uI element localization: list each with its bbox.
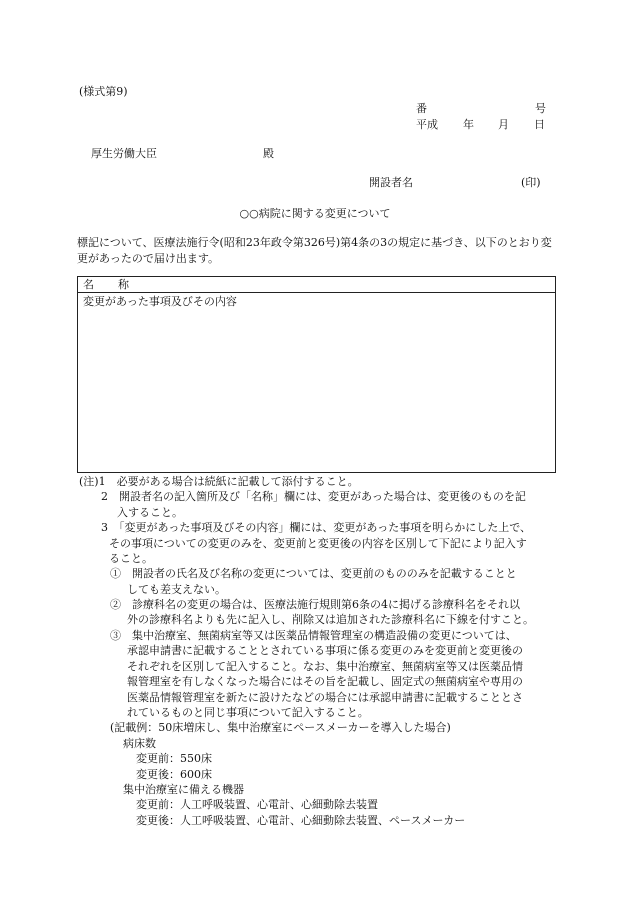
day-label: 日: [534, 118, 545, 131]
month-label: 月: [498, 118, 509, 131]
note-line: 2 開設者名の記入箇所及び「名称」欄には、変更があった場合は、変更後のものを記: [101, 490, 526, 503]
note-line: 外の診療科名よりも先に記入し、削除又は追加された診療科名に下線を付すこと。: [127, 613, 534, 626]
year-label: 年: [463, 118, 474, 131]
change-label: 変更があった事項及びその内容: [83, 295, 237, 308]
note-line: ① 開設者の氏名及び名称の変更については、変更前のもののみを記載することと: [110, 567, 517, 580]
note-line: (記載例：50床増床し、集中治療室にペースメーカーを導入した場合): [110, 721, 451, 734]
name-row: [78, 277, 555, 293]
name-label-part-2: 称: [118, 278, 129, 291]
seal-mark: (印): [521, 176, 541, 189]
notification-table: [77, 276, 556, 473]
note-line: それぞれを区別して記入すること。なお、集中治療室、無菌病室等又は医薬品情: [127, 660, 523, 673]
note-line: 変更前：人工呼吸装置、心電計、心細動除去装置: [136, 798, 378, 811]
note-line: 集中治療室に備える機器: [123, 783, 244, 796]
form-number: (様式第9): [79, 85, 128, 98]
body-paragraph: 標記について、医療法施行令(昭和23年政令第326号)第4条の3の規定に基づき、以下のとおり変更があったので届け出ます。: [77, 236, 552, 265]
note-line: 3 「変更があった事項及びその内容」欄には、変更があった事項を明らかにした上で、: [101, 521, 532, 534]
note-line: (注)1 必要がある場合は続紙に記載して添付すること。: [79, 475, 359, 488]
founder-name-label: 開設者名: [369, 176, 413, 189]
honorific: 殿: [263, 147, 274, 160]
note-line: 変更後：600床: [136, 768, 212, 781]
note-line: 医薬品情報管理室を新たに設けたなどの場合には承認申請書に記載することとさ: [127, 691, 523, 704]
note-line: 病床数: [123, 737, 156, 750]
change-row: [78, 293, 555, 310]
number-suffix: 号: [535, 102, 546, 115]
note-line: 報管理室を有しなくなった場合にはその旨を記載し、固定式の無菌病室や専用の: [127, 675, 523, 688]
number-label: 番: [416, 102, 427, 115]
note-line: 変更後：人工呼吸装置、心電計、心細動除去装置、ペースメーカー: [136, 814, 466, 827]
note-line: れているものと同じ事項について記入すること。: [127, 706, 369, 719]
note-line: その事項についての変更のみを、変更前と変更後の内容を区別して下記により記入す: [109, 537, 527, 550]
note-line: 入すること。: [117, 506, 183, 519]
name-label-part-1: 名: [83, 278, 94, 291]
era-label: 平成: [416, 118, 438, 131]
note-line: 承認申請書に記載することとされている事項に係る変更のみを変更前と変更後の: [127, 644, 523, 657]
note-line: ② 診療科名の変更の場合は、医療法施行規則第6条の4に掲げる診療科名をそれ以: [110, 598, 520, 611]
document-subject: ○○病院に関する変更について: [239, 207, 391, 220]
addressee: 厚生労働大臣: [91, 147, 157, 160]
note-line: ること。: [109, 552, 153, 565]
note-line: 変更前：550床: [136, 752, 212, 765]
note-line: ③ 集中治療室、無菌病室等又は医薬品情報管理室の構造設備の変更については、: [110, 629, 517, 642]
note-line: しても差支えない。: [127, 583, 226, 596]
